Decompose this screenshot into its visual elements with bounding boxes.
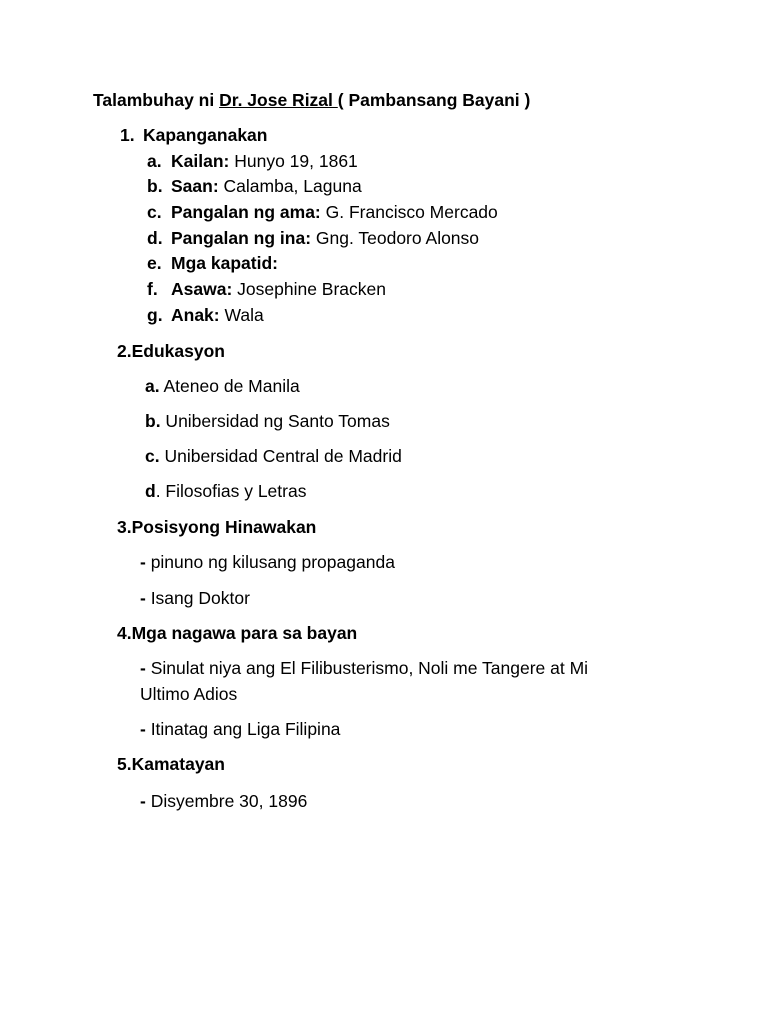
list-item xyxy=(140,790,307,812)
item-value: Wala xyxy=(219,305,264,325)
item-label: Pangalan ng ina: xyxy=(171,228,312,248)
section-heading-text: Kapanganakan xyxy=(143,125,268,145)
section-heading-kamatayan: 5.Kamatayan xyxy=(117,754,225,774)
item-label: Mga kapatid: xyxy=(171,253,278,273)
list-item xyxy=(145,445,402,467)
dash-marker: - xyxy=(140,658,146,678)
item-label: Asawa: xyxy=(171,279,233,299)
list-marker: b. xyxy=(147,176,163,196)
list-item xyxy=(147,201,498,223)
item-label: Kailan: xyxy=(171,151,230,171)
list-marker: g. xyxy=(147,305,163,325)
section-number: 1. xyxy=(120,125,135,145)
item-value: Gng. Teodoro Alonso xyxy=(311,228,480,248)
list-item xyxy=(147,175,362,197)
list-item xyxy=(140,551,395,573)
list-marker: a. xyxy=(147,151,162,171)
section-heading-posisyong-hinawakan: 3.Posisyong Hinawakan xyxy=(117,517,317,537)
section-heading-mga-nagawa: 4.Mga nagawa para sa bayan xyxy=(117,623,358,643)
item-value: Hunyo 19, 1861 xyxy=(229,151,358,171)
list-item xyxy=(147,304,264,326)
section-heading-edukasyon: 2.Edukasyon xyxy=(117,341,225,361)
list-marker: a. xyxy=(145,376,160,396)
item-value: Ateneo de Manila xyxy=(159,376,300,396)
item-value: G. Francisco Mercado xyxy=(320,202,498,222)
list-item xyxy=(147,227,479,249)
dash-marker: - xyxy=(140,791,146,811)
list-marker: d. xyxy=(147,228,163,248)
item-value: pinuno ng kilusang propaganda xyxy=(145,552,395,572)
list-marker: d xyxy=(145,481,156,501)
item-label: Anak: xyxy=(171,305,220,325)
list-item xyxy=(147,252,278,274)
document-title xyxy=(93,89,530,111)
title-subject-name: Dr. Jose Rizal xyxy=(219,90,338,110)
item-value: . Filosofias y Letras xyxy=(155,481,307,501)
list-marker: b. xyxy=(145,411,161,431)
item-label: Pangalan ng ama: xyxy=(171,202,321,222)
list-item xyxy=(147,278,386,300)
dash-marker: - xyxy=(140,719,146,739)
list-item xyxy=(140,587,250,609)
list-marker: c. xyxy=(147,202,162,222)
item-value: Isang Doktor xyxy=(145,588,250,608)
item-value: Calamba, Laguna xyxy=(218,176,362,196)
list-item xyxy=(147,150,358,172)
dash-marker: - xyxy=(140,552,146,572)
list-item-continuation: Ultimo Adios xyxy=(140,684,238,704)
section-heading-kapanganakan xyxy=(120,124,267,146)
list-marker: e. xyxy=(147,253,162,273)
list-item xyxy=(140,718,340,740)
item-value: Itinatag ang Liga Filipina xyxy=(145,719,341,739)
item-value: Josephine Bracken xyxy=(232,279,386,299)
list-item xyxy=(140,657,588,679)
list-marker: c. xyxy=(145,446,160,466)
list-marker: f. xyxy=(147,279,158,299)
dash-marker: - xyxy=(140,588,146,608)
item-value: Unibersidad ng Santo Tomas xyxy=(160,411,390,431)
list-item xyxy=(145,410,390,432)
item-value: Unibersidad Central de Madrid xyxy=(159,446,402,466)
item-value: Sinulat niya ang El Filibusterismo, Noli me Tangere at Mi xyxy=(145,658,589,678)
list-item xyxy=(145,375,300,397)
list-item xyxy=(145,480,306,502)
item-label: Saan: xyxy=(171,176,219,196)
title-suffix: ( Pambansang Bayani ) xyxy=(337,90,531,110)
item-value: Disyembre 30, 1896 xyxy=(145,791,308,811)
title-prefix: Talambuhay ni xyxy=(93,90,220,110)
